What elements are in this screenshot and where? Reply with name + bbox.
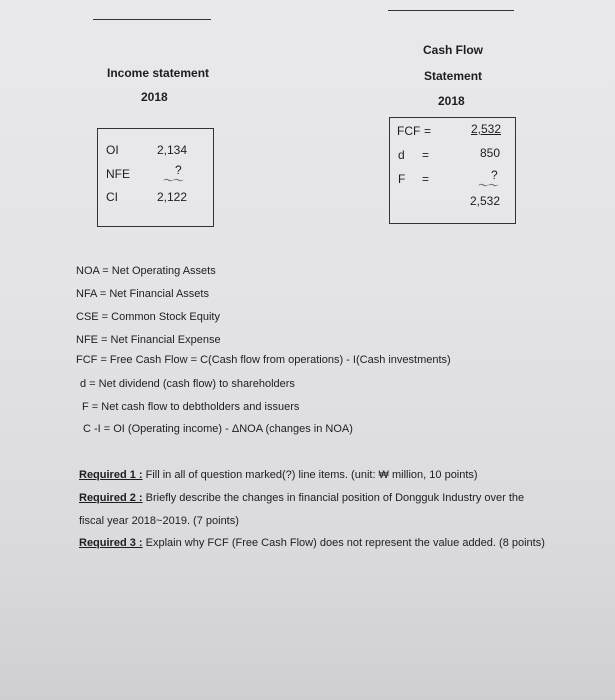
top-left-rule xyxy=(93,19,211,20)
required-3 xyxy=(79,537,545,549)
required-1-label: Required 1 : xyxy=(79,469,143,481)
required-2-text: Briefly describe the changes in financial position of Dongguk Industry over the xyxy=(142,492,525,504)
definition-d: d = Net dividend (cash flow) to shareholders xyxy=(80,378,295,390)
required-2 xyxy=(79,492,524,504)
definition-noa: NOA = Net Operating Assets xyxy=(76,265,216,277)
is-row-nfe-label: NFE xyxy=(106,167,130,181)
cf-row-f-value: ? xyxy=(491,168,498,182)
is-row-ci-label: CI xyxy=(106,190,118,204)
cash-flow-title-line1: Cash Flow xyxy=(423,43,484,57)
cf-row-d-eq: = xyxy=(422,148,430,162)
is-row-ci-value: 2,122 xyxy=(157,190,188,204)
is-row-nfe-value: ? xyxy=(175,163,182,177)
required-3-text: Explain why FCF (Free Cash Flow) does not represent the value added. (8 points) xyxy=(142,537,545,549)
required-1-text: Fill in all of question marked(?) line items. (unit: ₩ million, 10 points) xyxy=(142,469,478,481)
cash-flow-box xyxy=(389,117,516,224)
income-statement-box xyxy=(97,128,214,227)
cf-row-fcf-value: 2,532 xyxy=(471,122,502,136)
is-row-oi-label: OI xyxy=(106,143,119,157)
definition-c-i: C -I = OI (Operating income) - ΔNOA (changes in NOA) xyxy=(83,423,353,435)
cf-row-total-value: 2,532 xyxy=(470,194,501,208)
cash-flow-title-line2: Statement xyxy=(424,69,483,83)
definition-nfe: NFE = Net Financial Expense xyxy=(76,334,221,346)
cash-flow-year: 2018 xyxy=(438,94,465,108)
required-2-continuation: fiscal year 2018~2019. (7 points) xyxy=(79,515,239,527)
required-3-label: Required 3 : xyxy=(79,537,143,549)
cf-row-d-value: 850 xyxy=(480,146,501,160)
income-statement-title: Income statement xyxy=(107,66,210,80)
definition-f: F = Net cash flow to debtholders and issuers xyxy=(82,401,300,413)
definition-cse: CSE = Common Stock Equity xyxy=(76,311,220,323)
required-1 xyxy=(79,469,478,481)
cf-row-fcf-label: FCF xyxy=(397,124,421,138)
cf-row-d-label: d xyxy=(398,148,405,162)
income-statement-year: 2018 xyxy=(141,90,168,104)
required-2-label: Required 2 : xyxy=(79,492,143,504)
is-row-oi-value: 2,134 xyxy=(157,143,188,157)
top-right-rule xyxy=(388,10,514,11)
cf-row-f-eq: = xyxy=(422,172,430,186)
cf-row-f-label: F xyxy=(398,172,406,186)
definition-fcf: FCF = Free Cash Flow = C(Cash flow from operations) - I(Cash investments) xyxy=(76,354,451,366)
cf-f-squiggle: ～～ xyxy=(478,180,498,192)
is-nfe-squiggle: ～～ xyxy=(163,175,183,187)
cf-row-fcf-eq: = xyxy=(424,124,432,138)
definition-nfa: NFA = Net Financial Assets xyxy=(76,288,209,300)
